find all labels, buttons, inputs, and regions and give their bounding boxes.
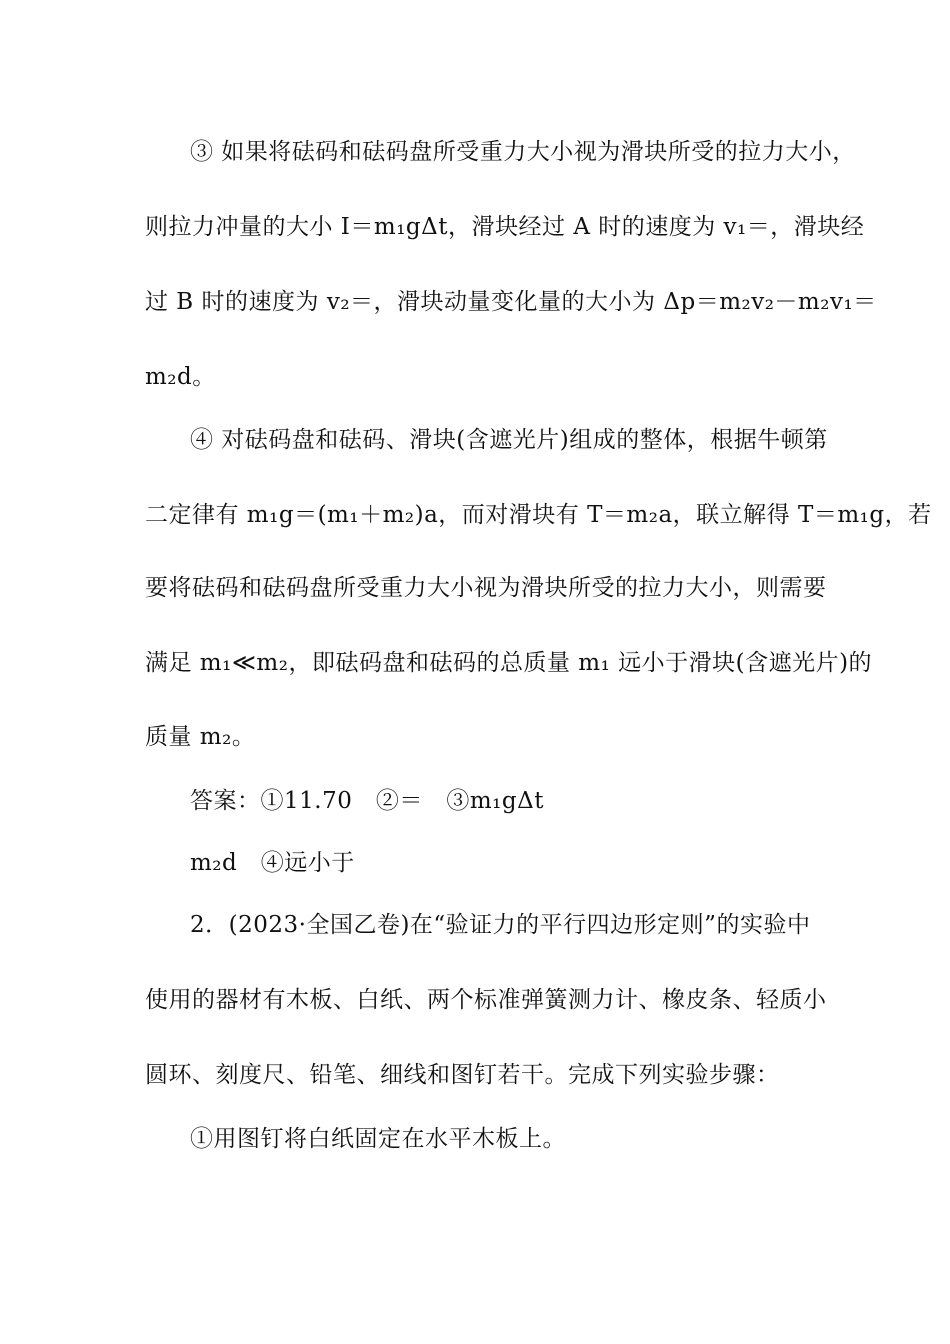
text-line-6: 二定律有 m₁g＝(m₁＋m₂)a，而对滑块有 T＝m₂a，联立解得 T＝m₁g，若 xyxy=(145,502,932,528)
answer-line: 答案：①11.70 ②＝ ③m₁gΔt xyxy=(190,788,544,814)
text-line-2: 则拉力冲量的大小 I＝m₁gΔt，滑块经过 A 时的速度为 v₁＝，滑块经 xyxy=(145,214,865,240)
step-line-1: ①用图钉将白纸固定在水平木板上。 xyxy=(190,1126,566,1152)
text-line-4: m₂d。 xyxy=(145,364,216,390)
text-line-7: 要将砝码和砝码盘所受重力大小视为滑块所受的拉力大小，则需要 xyxy=(145,575,827,601)
text-line-9: 质量 m₂。 xyxy=(145,724,256,750)
text-line-5: ④ 对砝码盘和砝码、滑块(含遮光片)组成的整体，根据牛顿第 xyxy=(190,427,828,453)
question-line-3: 圆环、刻度尺、铅笔、细线和图钉若干。完成下列实验步骤： xyxy=(145,1062,780,1088)
text-line-8: 满足 m₁≪m₂，即砝码盘和砝码的总质量 m₁ 远小于滑块(含遮光片)的 xyxy=(145,650,873,676)
text-line-1: ③ 如果将砝码和砝码盘所受重力大小视为滑块所受的拉力大小， xyxy=(190,139,856,165)
text-line-3: 过 B 时的速度为 v₂＝，滑块动量变化量的大小为 Δp＝m₂v₂－m₂v₁＝ xyxy=(145,289,877,315)
answer-line-2: m₂d ④远小于 xyxy=(190,850,355,876)
question-line-2: 使用的器材有木板、白纸、两个标准弹簧测力计、橡皮条、轻质小 xyxy=(145,987,827,1013)
question-line-1: 2．(2023·全国乙卷)在“验证力的平行四边形定则”的实验中 xyxy=(190,912,811,938)
